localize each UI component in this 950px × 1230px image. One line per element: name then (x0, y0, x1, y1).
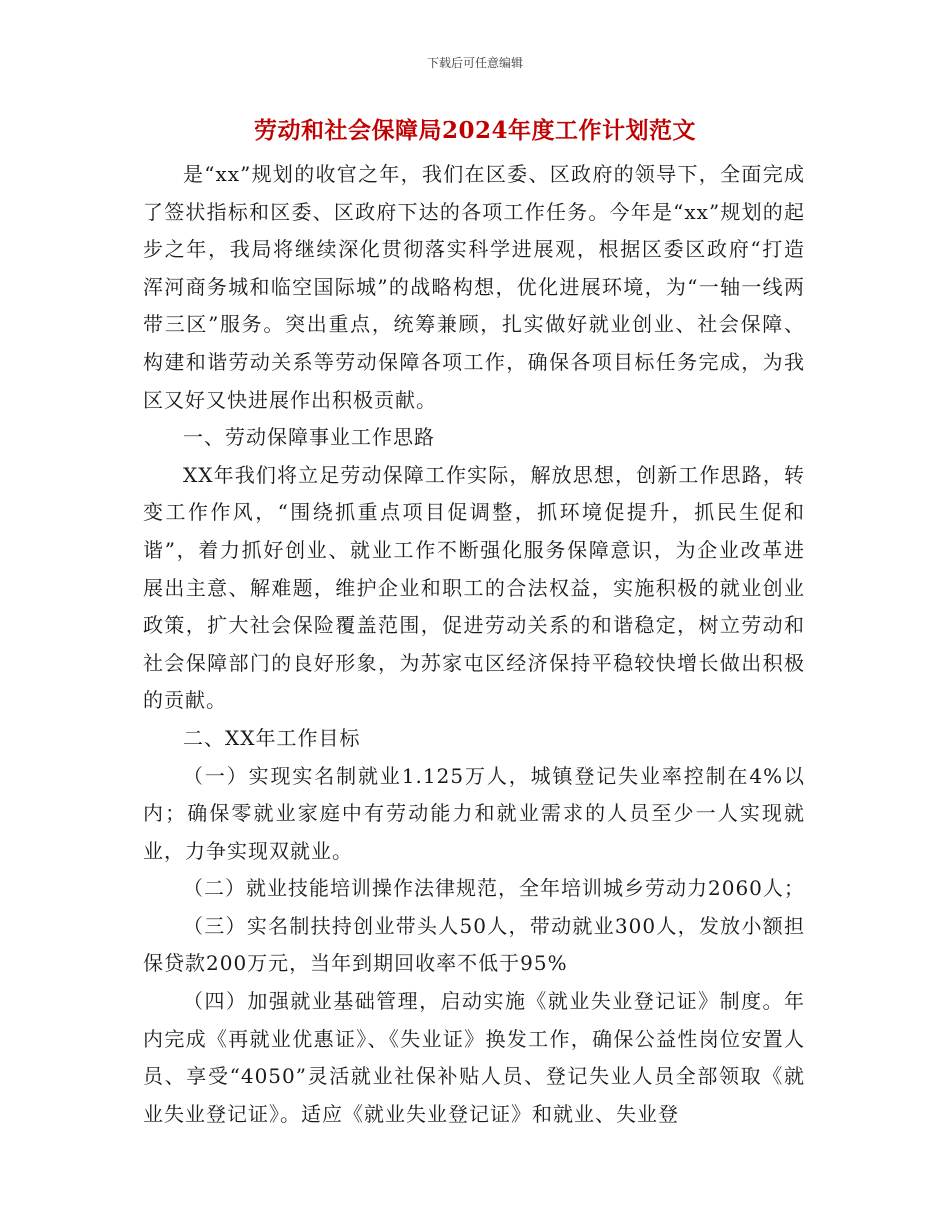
goal-item-3: （三）实名制扶持创业带头人50人，带动就业300人，发放小额担保贷款200万元，当年到期回收率不低于95% (143, 913, 805, 976)
goal-item-4: （四）加强就业基础管理，启动实施《就业失业登记证》制度。年内完成《再就业优惠证》、《失业证》换发工作，确保公益性岗位安置人员、享受“4050”灵活就业社保补贴人员、登记失业人员全部领取《就业失业登记证》。适应《就业失业登记证》和就业、失业登 (143, 989, 805, 1126)
section-heading-2: 二、XX年工作目标 (183, 725, 361, 750)
paragraph-work-ideas: XX年我们将立足劳动保障工作实际，解放思想，创新工作思路，转变工作作风，“围绕抓重点项目促调整，抓环境促提升，抓民生促和谐”，着力抓好创业、就业工作不断强化服务保障意识，为企业改革进展出主意、解难题，维护企业和职工的合法权益，实施积极的就业创业政策，扩大社会保险覆盖范围，促进劳动关系的和谐稳定，树立劳动和社会保障部门的良好形象，为苏家屯区经济保持平稳较快增长做出积极的贡献。 (143, 462, 805, 713)
document-body (143, 156, 805, 1133)
paragraph-intro: 是“xx”规划的收官之年，我们在区委、区政府的领导下，全面完成了签状指标和区委、区政府下达的各项工作任务。今年是“xx”规划的起步之年，我局将继续深化贯彻落实科学进展观，根据区委区政府“打造浑河商务城和临空国际城”的战略构想，优化进展环境，为“一轴一线两带三区”服务。突出重点，统筹兼顾，扎实做好就业创业、社会保障、构建和谐劳动关系等劳动保障各项工作，确保各项目标任务完成，为我区又好又快进展作出积极贡献。 (143, 162, 805, 412)
header-note: 下载后可任意编辑 (426, 56, 523, 70)
goal-item-1: （一）实现实名制就业1.125万人，城镇登记失业率控制在4%以内；确保零就业家庭中有劳动能力和就业需求的人员至少一人实现就业，力争实现双就业。 (143, 763, 805, 863)
document-title: 劳动和社会保障局2024年度工作计划范文 (253, 117, 696, 144)
section-heading-1: 一、劳动保障事业工作思路 (183, 425, 435, 450)
goal-item-2: （二）就业技能培训操作法律规范，全年培训城乡劳动力2060人； (183, 876, 805, 901)
